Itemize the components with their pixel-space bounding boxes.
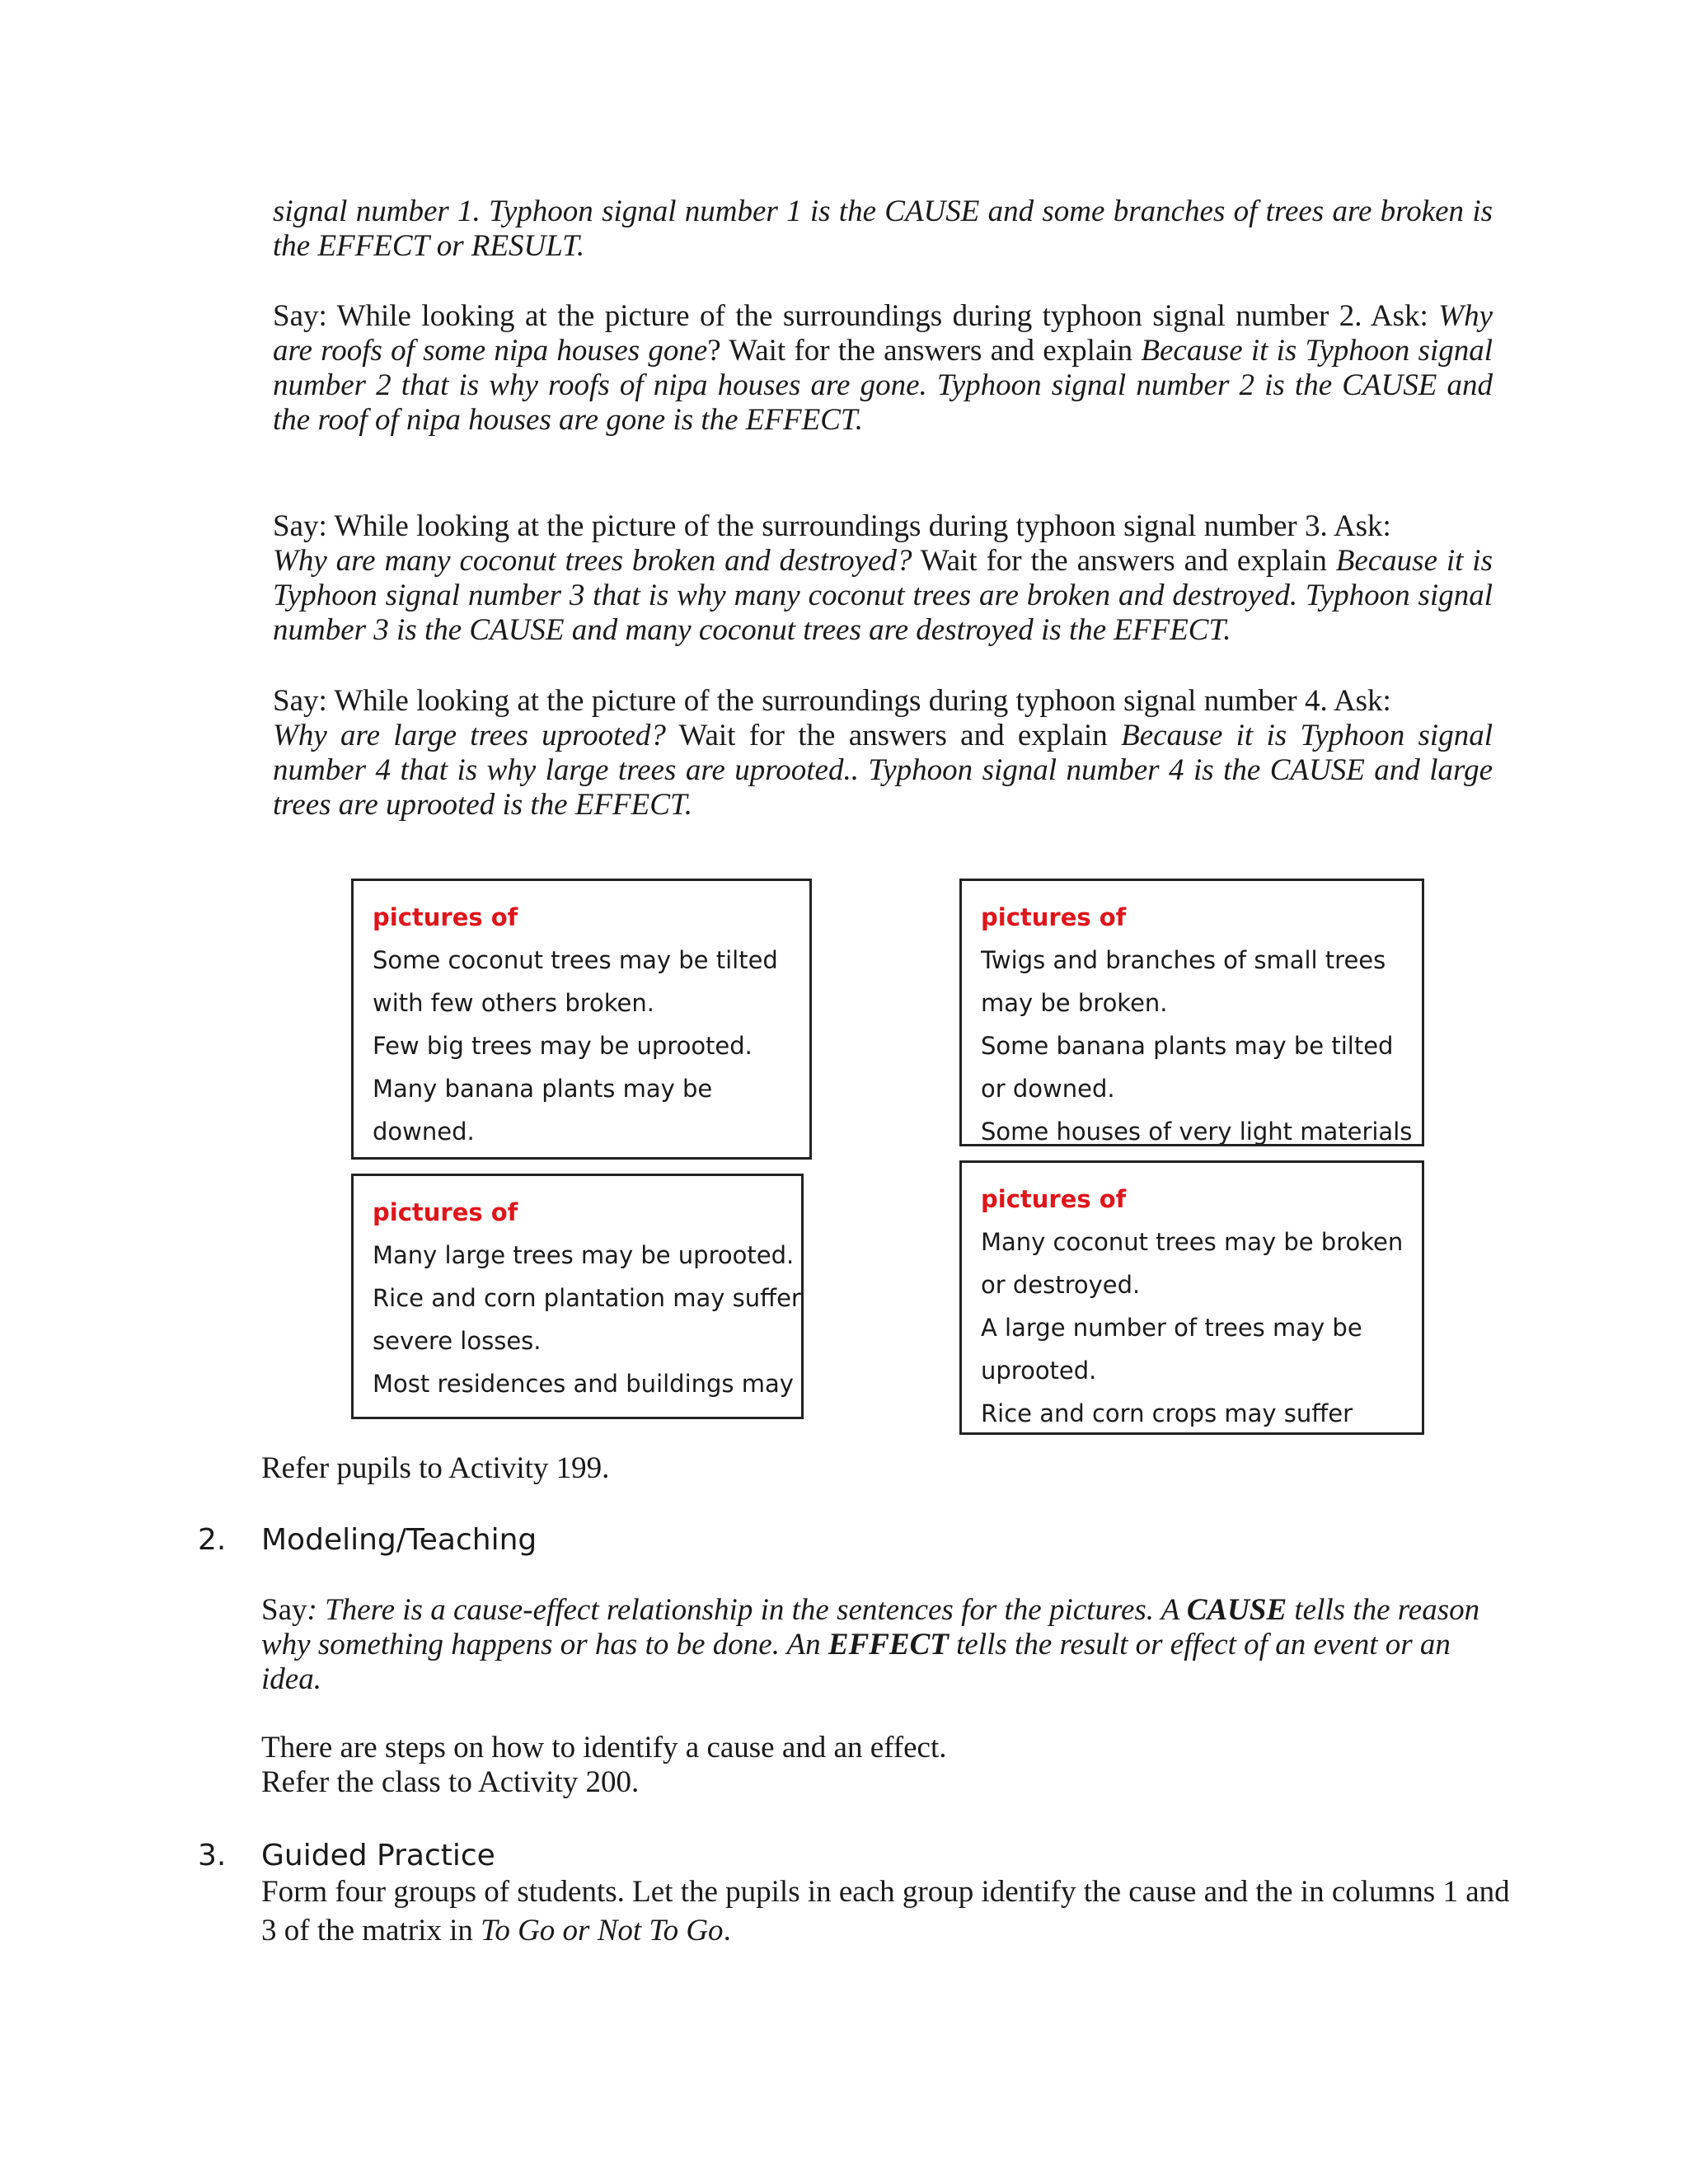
box-line: downed. — [373, 1118, 475, 1146]
box-line: Rice and corn crops may suffer — [981, 1399, 1353, 1427]
definition-part: tells the result or effect of an event or an idea. — [261, 1628, 1451, 1696]
box-line: uprooted. — [981, 1357, 1097, 1385]
picture-box-4 — [959, 1160, 1424, 1435]
picture-box-3 — [351, 1174, 804, 1419]
signal-1-text: signal number 1. Typhoon signal number 1 is the CAUSE and some branches of trees are broken is the EFFECT or RESULT. — [273, 194, 1493, 263]
paragraph-signal-3 — [273, 509, 1493, 648]
guided-practice-text — [261, 1872, 1514, 1950]
section-2-steps — [261, 1731, 1514, 1800]
effect-term: EFFECT — [828, 1628, 949, 1661]
question-text: Why are roofs of some nipa houses gone — [273, 299, 1493, 368]
box-title: pictures of — [373, 1198, 518, 1226]
explanation-text: Because it is Typhoon signal number 3 that is why many coconut trees are broken and destroyed. Typhoon signal number 3 is the CAUSE and many coconut trees are destroyed is the EFFECT. — [273, 544, 1493, 647]
wait-instruction: ? Wait for the answers and explain — [707, 334, 1142, 368]
signal-2-text — [273, 299, 1493, 438]
explanation-text: Because it is Typhoon signal number 4 that is why large trees are uprooted.. Typhoon signal number 4 is the CAUSE and large trees are uprooted is the EFFECT. — [273, 719, 1493, 822]
box-line: Some banana plants may be tilted — [981, 1032, 1394, 1060]
box-line: Many large trees may be uprooted. — [373, 1241, 795, 1269]
section-number: 2. — [198, 1523, 227, 1557]
box-line: Few big trees may be uprooted. — [373, 1032, 753, 1060]
signal-4-say: Say: While looking at the picture of the surroundings during typhoon signal number 4. Ask: — [273, 684, 1391, 718]
definition-text — [261, 1593, 1514, 1697]
section-3-paragraph — [261, 1872, 1514, 1950]
wait-instruction: Wait for the answers and explain — [665, 719, 1122, 752]
refer-text: Refer the class to Activity 200. — [261, 1765, 640, 1799]
paragraph-signal-1 — [273, 194, 1493, 264]
box-line: with few others broken. — [373, 989, 654, 1017]
refer-activity-199 — [261, 1451, 1514, 1487]
say-label: Say — [261, 1593, 307, 1627]
section-title: Modeling/Teaching — [261, 1523, 537, 1557]
question-text: Why are many coconut trees broken and destroyed? — [273, 544, 912, 578]
definition-part: : There is a cause-effect relationship in the sentences for the pictures. A — [307, 1593, 1187, 1627]
box-line: or downed. — [981, 1075, 1115, 1103]
box-line: Many banana plants may be — [373, 1075, 713, 1103]
cause-term: CAUSE — [1186, 1593, 1287, 1627]
box-line: Many coconut trees may be broken — [981, 1228, 1404, 1256]
instruction-part: Form four groups of students. Let the pupils in each group identify the cause and the in columns 1 and 3 of the matrix in — [261, 1875, 1510, 1947]
section-title: Guided Practice — [261, 1839, 495, 1872]
explanation-text: Because it is Typhoon signal number 2 that is why roofs of nipa houses are gone. Typhoon signal number 2 is the CAUSE and the roof of nipa houses are gone is the EFFECT. — [273, 334, 1493, 437]
section-2-say-paragraph — [261, 1593, 1514, 1697]
box-title: pictures of — [373, 903, 518, 931]
box-line: or destroyed. — [981, 1271, 1141, 1299]
refer-text: Refer pupils to Activity 199. — [261, 1451, 610, 1485]
say-instruction: Say: While looking at the picture of the surroundings during typhoon signal number 2. Ask: — [273, 299, 1439, 333]
box-line: Most residences and buildings may — [373, 1370, 794, 1398]
picture-box-2 — [959, 879, 1424, 1146]
instruction-part: . — [723, 1914, 731, 1947]
steps-text: There are steps on how to identify a cause and an effect. — [261, 1731, 947, 1765]
signal-3-say: Say: While looking at the picture of the surroundings during typhoon signal number 3. Ask: — [273, 509, 1391, 543]
box-line: Some houses of very light materials — [981, 1118, 1413, 1146]
box-line: severe losses. — [373, 1327, 542, 1355]
paragraph-signal-2 — [273, 299, 1493, 438]
box-title: pictures of — [981, 903, 1127, 931]
box-line: Twigs and branches of small trees — [981, 946, 1386, 974]
paragraph-signal-4 — [273, 684, 1493, 823]
section-2-heading — [198, 1522, 537, 1558]
section-3-heading — [198, 1838, 495, 1874]
box-line: may be broken. — [981, 989, 1168, 1017]
box-line: A large number of trees may be — [981, 1314, 1362, 1342]
box-title: pictures of — [981, 1185, 1127, 1213]
section-number: 3. — [198, 1839, 227, 1872]
wait-instruction: Wait for the answers and explain — [912, 544, 1336, 578]
signal-3-text — [273, 544, 1493, 648]
question-text: Why are large trees uprooted? — [273, 719, 666, 752]
box-line: Some coconut trees may be tilted — [373, 946, 778, 974]
signal-4-text — [273, 719, 1493, 823]
definition-part: tells the reason why something happens or has to be done. An — [261, 1593, 1480, 1661]
box-line: Rice and corn plantation may suffer — [373, 1284, 801, 1312]
matrix-title: To Go or Not To Go — [481, 1914, 724, 1947]
picture-box-1 — [351, 879, 812, 1160]
